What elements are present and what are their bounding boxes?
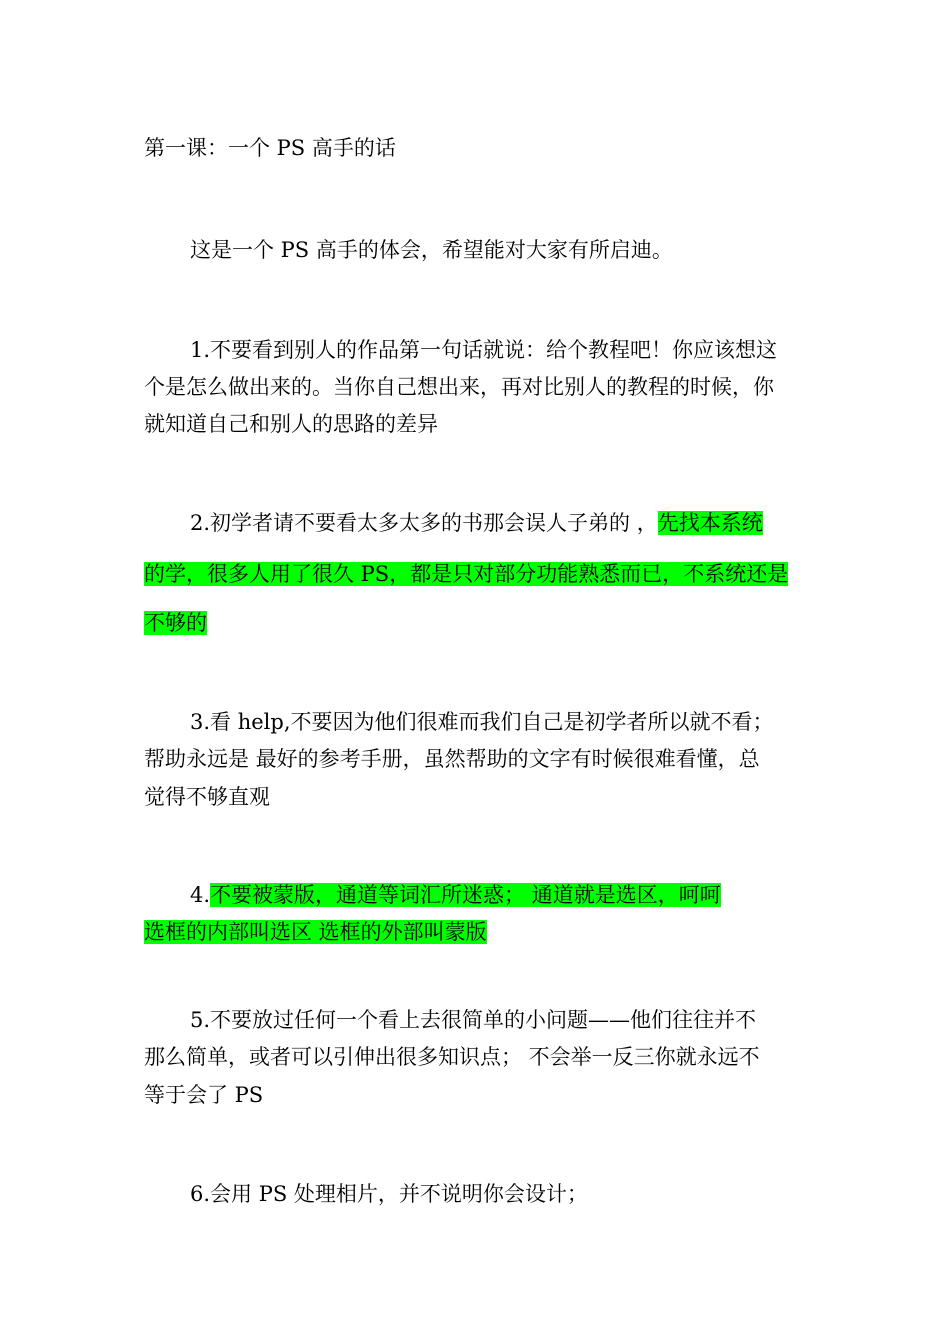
item-1-line-1: 1.不要看到别人的作品第一句话就说：给个教程吧！你应该想这 (190, 338, 778, 362)
item-5-line-1: 5.不要放过任何一个看上去很简单的小问题——他们往往并不 (190, 1008, 757, 1032)
item-6-line-1: 6.会用 PS 处理相片，并不说明你会设计； (190, 1182, 588, 1206)
item-3-line-3: 觉得不够直观 (144, 785, 270, 809)
item-2-line-3 (144, 609, 824, 637)
item-4-line-1 (190, 881, 870, 909)
intro-paragraph: 这是一个 PS 高手的体会，希望能对大家有所启迪。 (190, 238, 673, 262)
item-1-line-2: 个是怎么做出来的。当你自己想出来，再对比别人的教程的时候，你 (144, 375, 774, 399)
item-4-line-2 (144, 918, 824, 946)
item-2-line-2 (144, 560, 824, 588)
item-5-line-3: 等于会了 PS (144, 1083, 264, 1107)
item-2-highlight-2: 的学，很多人用了很久 PS，都是只对部分功能熟悉而已，不系统还是 (144, 562, 789, 586)
item-2-highlight-3: 不够的 (144, 611, 207, 635)
item-3-line-1: 3.看 help,不要因为他们很难而我们自己是初学者所以就不看； (190, 710, 774, 734)
item-4-highlight-1: 不要被蒙版，通道等词汇所迷惑； 通道就是选区，呵呵 (210, 883, 721, 907)
item-4-plain-text: 4. (190, 883, 211, 907)
item-3-line-2: 帮助永远是 最好的参考手册，虽然帮助的文字有时候很难看懂，总 (144, 747, 760, 771)
item-2-highlight-1: 先找本系统 (657, 511, 763, 535)
lesson-title: 第一课：一个 PS 高手的话 (144, 136, 396, 160)
item-2-line-1 (190, 509, 870, 537)
item-2-plain-text: 2.初学者请不要看太多太多的书那会误人子弟的 ， (190, 511, 658, 535)
item-5-line-2: 那么简单，或者可以引伸出很多知识点； 不会举一反三你就永远不 (144, 1045, 760, 1069)
item-4-highlight-2: 选框的内部叫选区 选框的外部叫蒙版 (144, 920, 487, 944)
item-1-line-3: 就知道自己和别人的思路的差异 (144, 412, 438, 436)
